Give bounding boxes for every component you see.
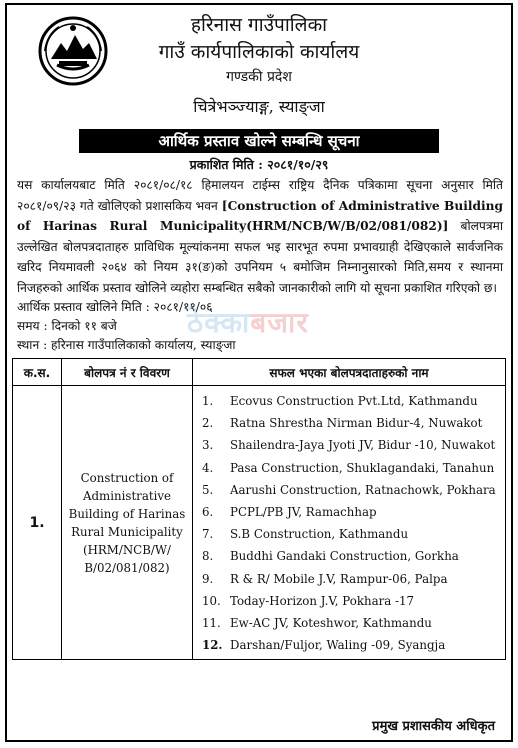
list-item: 2. Ratna Shrestha Nirman Bidur-4, Nuwakot xyxy=(202,416,483,431)
notice-page xyxy=(5,3,513,742)
table-row xyxy=(13,386,506,660)
list-item: 4. Pasa Construction, Shuklagandaki, Tanahun xyxy=(202,460,495,475)
list-item: 8. Buddhi Gandaki Construction, Gorkha xyxy=(202,549,459,564)
serial-number: 1. xyxy=(13,386,62,660)
bidder-list xyxy=(194,387,504,658)
list-item: 10. Today-Horizon J.V, Pokhara -17 xyxy=(202,593,415,608)
province-name: गण्डकी प्रदेश xyxy=(226,69,292,85)
col-header-sn: क.स. xyxy=(13,359,62,386)
opening-date: आर्थिक प्रस्ताव खोलिने मिति : २०८१/११/०६ xyxy=(17,300,213,314)
list-item: 5. Aarushi Construction, Ratnachowk, Pokhara xyxy=(202,482,496,497)
published-date: प्रकाशित मिति : २०८१/१०/२९ xyxy=(189,157,329,172)
notice-body xyxy=(7,173,511,298)
bidders-table xyxy=(12,358,506,660)
signatory-title: प्रमुख प्रशासकीय अधिकृत xyxy=(372,719,495,734)
watermark-logo: ठेक्काबजार xyxy=(187,306,309,339)
list-item: 11. Ew-AC JV, Koteshwor, Kathmandu xyxy=(202,615,432,630)
body-text-2: बोलपत्रमा उल्लेखित बोलपत्रदाताहरु प्राविधिक मूल्यांकनमा सफल भइ सारभूत रुपमा प्रभावग्राही देखिएकाले सार्वजनिक खरिद नियमावली २०६४ को नियम ३१(ङ)को उपनियम ५ बमोजिम निम्नानुसारको मिति,समय र स्थानमा निजहरुको आर्थिक प्रस्ताव खोलिने व्यहोरा सम्बन्धित सबैको जानकारीको लागि यो सूचना प्रकाशित गरिएको छ। xyxy=(17,219,503,295)
list-item: 6. PCPL/PB JV, Ramachhap xyxy=(202,504,377,519)
work-description: Construction of Administrative Building of Harinas Rural Municipality (HRM/NCB/W/ B/02/081/082) xyxy=(62,386,193,660)
body-text-1: यस कार्यालयबाट मिति २०८१/०८/१८ हिमालयन टाईम्स राष्ट्रिय दैनिक पत्रिकामा सूचना अनुसार मिति २०८१/०९/२३ गते खोलिएको प्रशासकिय भवन xyxy=(17,178,503,213)
list-item: 9. R & R/ Mobile J.V, Rampur-06, Palpa xyxy=(202,571,448,586)
municipality-name: हरिनास गाउँपालिका xyxy=(190,14,328,36)
project-title: [Construction of Administrative Building of Harinas Rural Municipality(HRM/NCB/W/B/02/081/082)] xyxy=(17,198,503,233)
list-item: 3. Shailendra-Jaya Jyoti JV, Bidur -10, Nuwakot xyxy=(202,438,496,453)
opening-place: स्थान : हरिनास गाउँपालिकाको कार्यालय, स्याङ्जा xyxy=(17,338,236,352)
col-header-work: बोलपत्र नं र विवरण xyxy=(62,359,193,386)
list-item: 7. S.B Construction, Kathmandu xyxy=(202,527,409,542)
letterhead xyxy=(7,5,511,129)
list-item: 12. Darshan/Fuljor, Waling -09, Syangja xyxy=(202,638,446,653)
office-address: चित्रेभञ्ज्याङ्ग, स्याङ्जा xyxy=(193,97,325,116)
bidder-list-cell xyxy=(193,386,506,660)
notice-title: आर्थिक प्रस्ताव खोल्ने सम्बन्धि सूचना xyxy=(79,129,439,153)
opening-time: समय : दिनको ११ बजे xyxy=(17,319,117,333)
opening-details xyxy=(7,298,511,355)
col-header-bidders: सफल भएका बोलपत्रदाताहरुको नाम xyxy=(193,359,506,386)
office-name: गाउँ कार्यपालिकाको कार्यालय xyxy=(158,41,360,63)
list-item: 1. Ecovus Construction Pvt.Ltd, Kathmandu xyxy=(202,394,478,408)
